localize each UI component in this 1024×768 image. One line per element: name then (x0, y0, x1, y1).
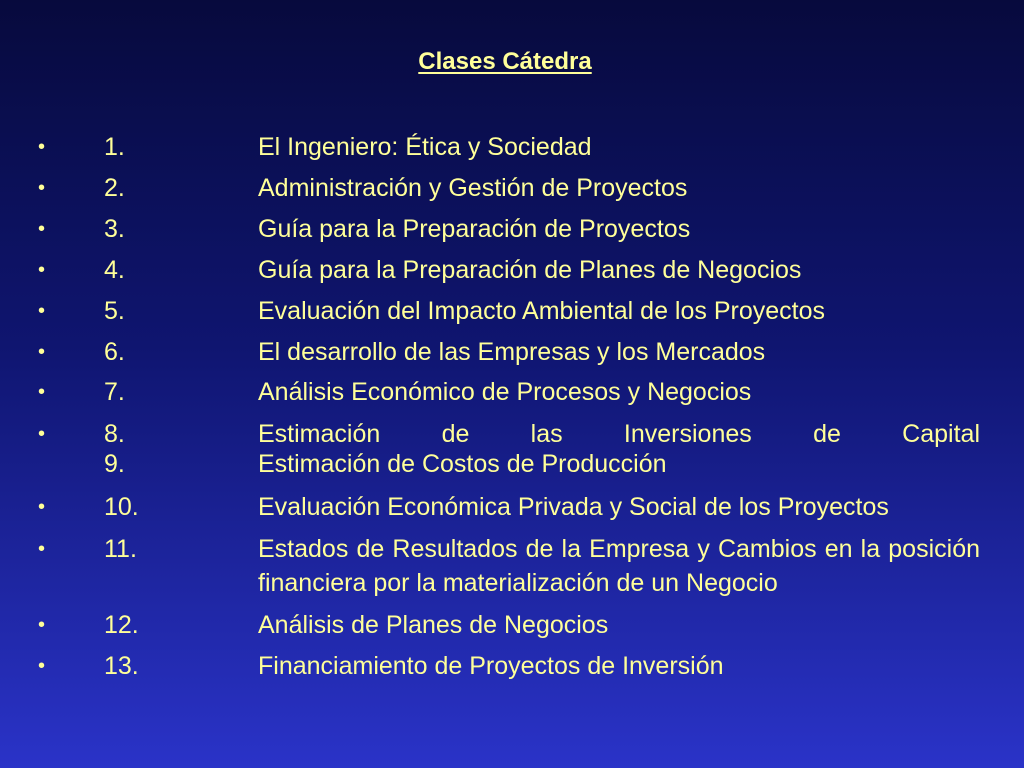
item-number: 10. (104, 493, 139, 521)
item-text: Estimación de las Inversiones de Capital (258, 420, 980, 448)
item-number: 7. (104, 378, 125, 406)
item-text: Estimación de Costos de Producción (258, 450, 667, 478)
item-text: Guía para la Preparación de Proyectos (258, 215, 691, 243)
item-number: 4. (104, 256, 125, 284)
bullet: • (38, 655, 46, 677)
bullet: • (38, 218, 46, 240)
item-number: 11. (104, 535, 137, 563)
item-text: El Ingeniero: Ética y Sociedad (258, 133, 592, 161)
item-text: Guía para la Preparación de Planes de Negocios (258, 256, 802, 284)
bullet: • (38, 136, 46, 158)
slide-title: Clases Cátedra (418, 48, 592, 75)
bullet: • (38, 341, 46, 363)
bullet: • (38, 259, 46, 281)
bullet: • (38, 300, 46, 322)
bullet: • (38, 538, 46, 560)
item-number: 5. (104, 297, 125, 325)
item-number: 13. (104, 652, 139, 680)
item-text: Evaluación del Impacto Ambiental de los Proyectos (258, 297, 825, 325)
bullet: • (38, 423, 46, 445)
item-number: 12. (104, 611, 139, 639)
item-text: El desarrollo de las Empresas y los Mercados (258, 338, 766, 366)
bullet: • (38, 381, 46, 403)
item-number: 9. (104, 450, 125, 478)
item-text: Evaluación Económica Privada y Social de los Proyectos (258, 493, 889, 521)
item-text: Financiamiento de Proyectos de Inversión (258, 652, 724, 680)
item-number: 1. (104, 133, 125, 161)
item-text: Análisis Económico de Procesos y Negocios (258, 378, 752, 406)
item-number: 2. (104, 174, 125, 202)
item-text: Estados de Resultados de la Empresa y Cambios en la posición financiera por la materialización de un Negocio (258, 535, 980, 597)
bullet: • (38, 614, 46, 636)
item-text: Administración y Gestión de Proyectos (258, 174, 688, 202)
item-number: 8. (104, 420, 125, 448)
item-number: 3. (104, 215, 125, 243)
bullet: • (38, 496, 46, 518)
item-text: Análisis de Planes de Negocios (258, 611, 609, 639)
bullet: • (38, 177, 46, 199)
item-number: 6. (104, 338, 125, 366)
